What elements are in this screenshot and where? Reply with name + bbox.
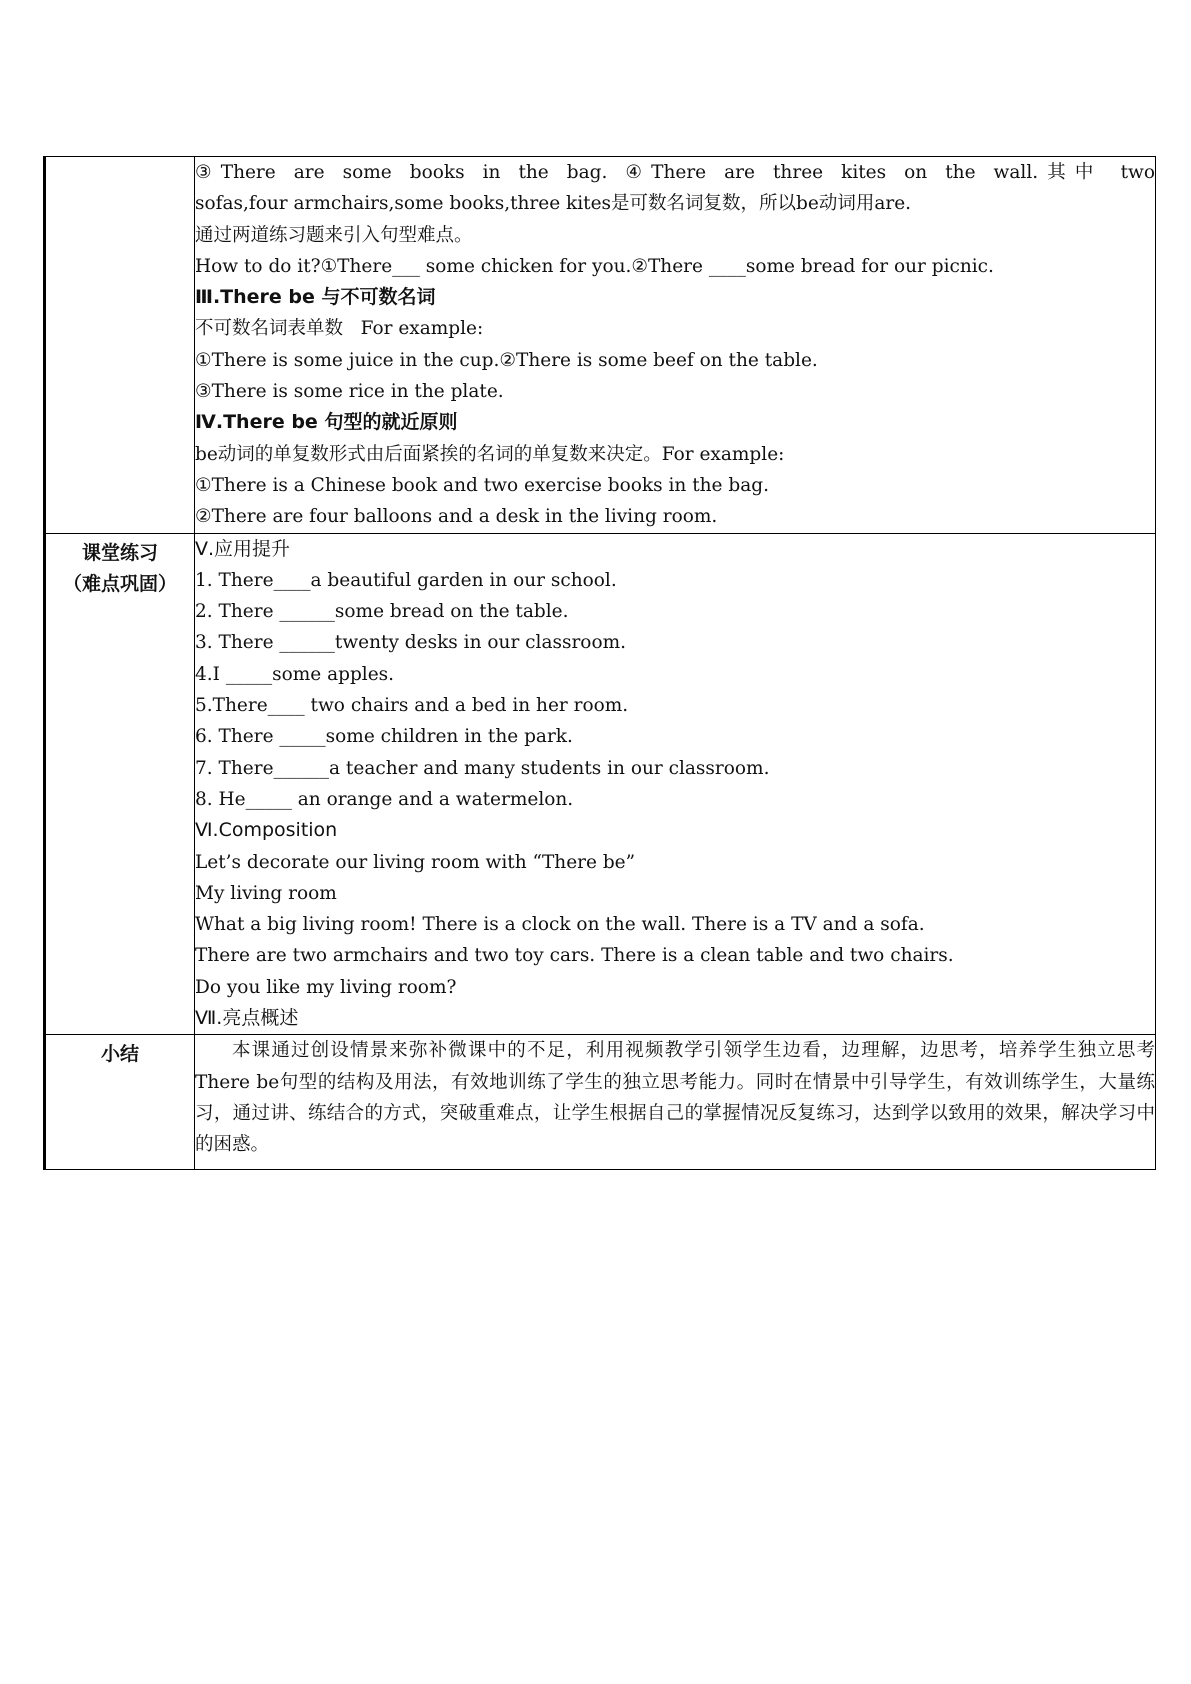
text-line: ③There is some rice in the plate. bbox=[195, 381, 504, 403]
text-line: 通过两道练习题来引入句型难点。 bbox=[195, 224, 473, 246]
section-heading: Ⅳ.There be 句型的就近原则 bbox=[195, 411, 458, 434]
section-heading: Ⅴ.应用提升 bbox=[195, 537, 291, 560]
text-line: sofas,four armchairs,some books,three kites是可数名词复数，所以be动词用are. bbox=[195, 193, 912, 215]
text-line: be动词的单复数形式由后面紧挨的名词的单复数来决定。For example: bbox=[195, 443, 785, 465]
row-content-cell bbox=[195, 157, 1156, 534]
text-line: 8. He_____ an orange and a watermelon. bbox=[195, 788, 574, 810]
text-line: 不可数名词表单数 For example: bbox=[195, 318, 484, 340]
row-content-cell bbox=[195, 533, 1156, 1035]
row-label: （难点巩固） bbox=[62, 572, 177, 595]
lesson-plan-table bbox=[43, 156, 1156, 1170]
text-line: ②There are four balloons and a desk in the living room. bbox=[195, 506, 718, 528]
text-line: 5.There____ two chairs and a bed in her room. bbox=[195, 695, 629, 717]
section-heading: Ⅲ.There be 与不可数名词 bbox=[195, 286, 436, 309]
section-heading: Ⅶ.亮点概述 bbox=[195, 1007, 299, 1030]
text-line: What a big living room! There is a clock on the wall. There is a TV and a sofa. bbox=[195, 914, 925, 936]
text-line: ①There is a Chinese book and two exercise books in the bag. bbox=[195, 474, 769, 496]
row-label-cell bbox=[45, 1035, 195, 1169]
text-line: 7. There______a teacher and many students in our classroom. bbox=[195, 757, 770, 779]
text-line: 2. There ______some bread on the table. bbox=[195, 601, 569, 623]
section-heading: Ⅵ.Composition bbox=[195, 819, 338, 842]
text-line: Let’s decorate our living room with “There be” bbox=[195, 851, 636, 873]
text-line: ③There are some books in the bag. ④There are three kites on the wall.其中 two bbox=[195, 162, 1155, 183]
text-line: My living room bbox=[195, 882, 337, 904]
text-line: 3. There ______twenty desks in our classroom. bbox=[195, 632, 627, 654]
text-line: Do you like my living room? bbox=[195, 976, 457, 998]
text-line: ①There is some juice in the cup.②There is some beef on the table. bbox=[195, 349, 818, 371]
row-content-cell bbox=[195, 1035, 1156, 1169]
text-line: How to do it?①There___ some chicken for you.②There ____some bread for our picnic. bbox=[195, 255, 994, 277]
table-row-teaching-process bbox=[45, 157, 1156, 534]
summary-paragraph: 本课通过创设情景来弥补微课中的不足，利用视频教学引领学生边看，边理解，边思考，培养学生独立思考There be句型的结构及用法，有效地训练了学生的独立思考能力。同时在情景中引导学生，有效训练学生，大量练习，通过讲、练结合的方式，突破重难点，让学生根据自己的掌握情况反复练习，达到学以致用的效果，解决学习中的困惑。 bbox=[195, 1040, 1155, 1156]
text-line: 1. There____a beautiful garden in our school. bbox=[195, 569, 617, 591]
row-label-cell bbox=[45, 157, 195, 534]
table-row-classroom-practice bbox=[45, 533, 1156, 1035]
text-line: There are two armchairs and two toy cars. There is a clean table and two chairs. bbox=[195, 945, 954, 967]
text-line: 4.I _____some apples. bbox=[195, 663, 395, 685]
lesson-plan-sheet bbox=[43, 156, 1156, 1170]
row-label: 课堂练习 bbox=[81, 541, 158, 564]
table-row-summary bbox=[45, 1035, 1156, 1169]
text-line: 6. There _____some children in the park. bbox=[195, 726, 573, 748]
row-label-cell bbox=[45, 533, 195, 1035]
row-label: 小结 bbox=[100, 1043, 139, 1066]
